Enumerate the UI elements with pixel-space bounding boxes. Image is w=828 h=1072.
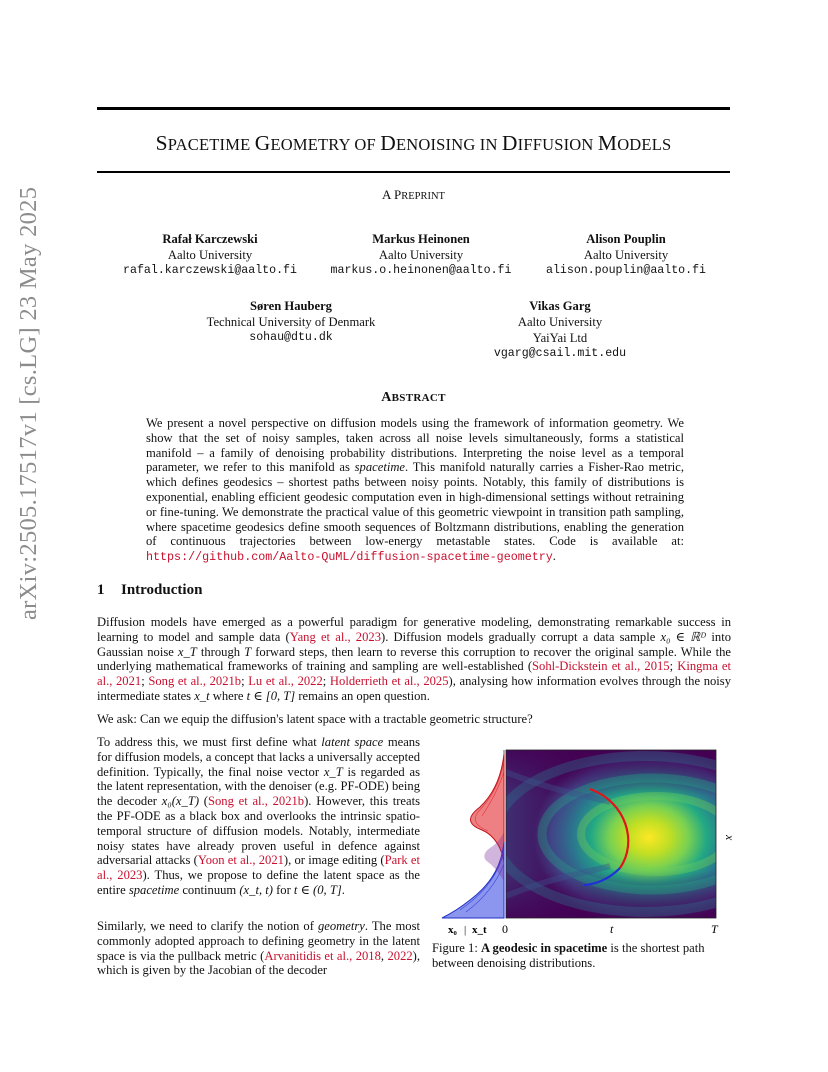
svg-text:|: | <box>464 924 467 936</box>
author-name: Søren Hauberg <box>250 299 332 313</box>
author-email[interactable]: alison.pouplin@aalto.fi <box>545 264 707 277</box>
citation[interactable]: Song et al., 2021b <box>207 794 305 809</box>
top-rule-thick <box>97 107 730 110</box>
figure-1-geodesic <box>430 732 737 937</box>
citation[interactable]: Song et al., 2021b <box>148 674 242 689</box>
author-email[interactable]: rafal.karczewski@aalto.fi <box>123 264 297 277</box>
intro-paragraph-4: Similarly, we need to clarify the notion of geometry. The most commonly adopted approach to defining geometry in the latent space is via the pullback metric (Arvanitidis et al., 2018, 2022), which is given by the Jacobian of the decoder <box>97 919 420 978</box>
intro-paragraph-2: We ask: Can we equip the diffusion's latent space with a tractable geometric structure? <box>97 712 533 726</box>
author-affiliation: Technical University of Denmark <box>206 315 376 329</box>
x-axis-label: x <box>723 835 737 841</box>
author-name: Rafał Karczewski <box>162 232 258 246</box>
author-affiliation: Aalto University <box>378 248 464 262</box>
author-email[interactable]: sohau@dtu.dk <box>249 331 333 344</box>
citation[interactable]: Yoon et al., 2021 <box>197 853 284 868</box>
author-garg <box>445 298 675 362</box>
intro-paragraph-1: Diffusion models have emerged as a powerful paradigm for generative modeling, demonstrating remarkable success in learning to model and sample data (Yang et al., 2023). Diffusion models gradually corrupt a data sample x₀ ∈ ℝᴰ into Gaussian noise x_T through T forward steps, then learn to reverse this corruption to recover the original sample. While the underlying mathematical frameworks of training and sampling are well-established (Sohl-Dickstein et al., 2015; Kingma et al., 2021; Song et al., 2021b; Lu et al., 2022; Holderrieth et al., 2025), analysing how information evolves through the noisy intermediate states x_t where t ∈ [0, T] remains an open question. <box>97 615 731 703</box>
citation[interactable]: Arvanitidis et al., 2018 <box>264 948 381 963</box>
figure-1-caption: Figure 1: A geodesic in spacetime is the shortest path between denoising distributions. <box>432 941 705 970</box>
abstract-body: We present a novel perspective on diffusion models using the framework of information geometry. We show that the set of noisy samples, taken across all noise levels simultaneously, forms a statistical manifold – a family of denoising probability distributions. Interpreting the noise level as a temporal parameter, we refer to this manifold as spacetime. This manifold naturally carries a Fisher-Rao metric, which defines geodesics – shortest paths between noisy points. Notably, this family of distributions is exponential, enabling efficient geodesic computation even in high-dimensional settings without retraining or fine-tuning. We demonstrate the practical value of this geometric viewpoint in transition path sampling, where spacetime geodesics define smooth sequences of Boltzmann distributions, enabling the generation of continuous trajectories between low-energy metastable states. Code is available at: https://github.com/Aalto-QuML/diffusion-spacetime-geometry. <box>146 416 684 565</box>
spacetime-density-heatmap <box>495 750 795 918</box>
citation[interactable]: Holderrieth et al., 2025 <box>329 674 449 689</box>
top-rule-thin <box>97 171 730 173</box>
citation[interactable]: Kingma et al., 2021 <box>97 659 731 689</box>
denoising-distributions <box>442 750 504 918</box>
author-affiliation: Aalto University <box>583 248 669 262</box>
author-karczewski <box>95 231 325 279</box>
author-affiliation: Aalto University <box>517 315 603 329</box>
tick-0: 0 <box>502 922 508 936</box>
x0-label: x₀ <box>448 924 457 936</box>
author-name: Alison Pouplin <box>586 232 666 246</box>
author-pouplin <box>511 231 741 279</box>
citation[interactable]: Sohl-Dickstein et al., 2015 <box>532 659 670 674</box>
author-affiliation-2: YaiYai Ltd <box>532 331 588 345</box>
arxiv-side-stamp: arXiv:2505.17517v1 [cs.LG] 23 May 2025 <box>15 186 42 620</box>
preprint-label: A PREPRINT <box>382 187 445 202</box>
section-heading-introduction: 1 Introduction <box>97 582 203 598</box>
citation[interactable]: Park et al., 2023 <box>97 853 420 883</box>
author-email[interactable]: vgarg@csail.mit.edu <box>493 347 627 360</box>
citation[interactable]: Yang et al., 2023 <box>289 629 381 644</box>
author-name: Markus Heinonen <box>372 232 470 246</box>
xt-label: x_t <box>472 924 487 936</box>
author-name: Vikas Garg <box>529 299 591 313</box>
code-link[interactable]: https://github.com/Aalto-QuML/diffusion-spacetime-geometry <box>146 550 553 565</box>
citation[interactable]: 2022 <box>387 948 413 963</box>
intro-paragraph-3: To address this, we must first define what latent space means for diffusion models, a concept that lacks a universally accepted definition. Typically, the final noise vector x_T is regarded as the latent representation, with the denoiser (e.g. PF-ODE) being the decoder x₀(x_T) (Song et al., 2021b). However, this treats the PF-ODE as a black box and overlooks the intrinsic spatio-temporal structure of diffusion models. Notably, intermediate noisy states have already proven useful in defence against adversarial attacks (Yoon et al., 2021), or image editing (Park et al., 2023). Thus, we propose to define the latent space as the entire spacetime continuum (x_t, t) for t ∈ (0, T]. <box>97 735 420 897</box>
author-email[interactable]: markus.o.heinonen@aalto.fi <box>330 264 512 277</box>
citation[interactable]: Lu et al., 2022 <box>248 674 323 689</box>
tick-t: t <box>610 922 614 936</box>
author-heinonen <box>306 231 536 279</box>
author-hauberg <box>176 298 406 346</box>
author-affiliation: Aalto University <box>167 248 253 262</box>
paper-title: SPACETIME GEOMETRY OF DENOISING IN DIFFUSION MODELS <box>155 131 672 155</box>
abstract-heading: ABSTRACT <box>381 390 446 405</box>
tick-T: T <box>711 922 718 936</box>
